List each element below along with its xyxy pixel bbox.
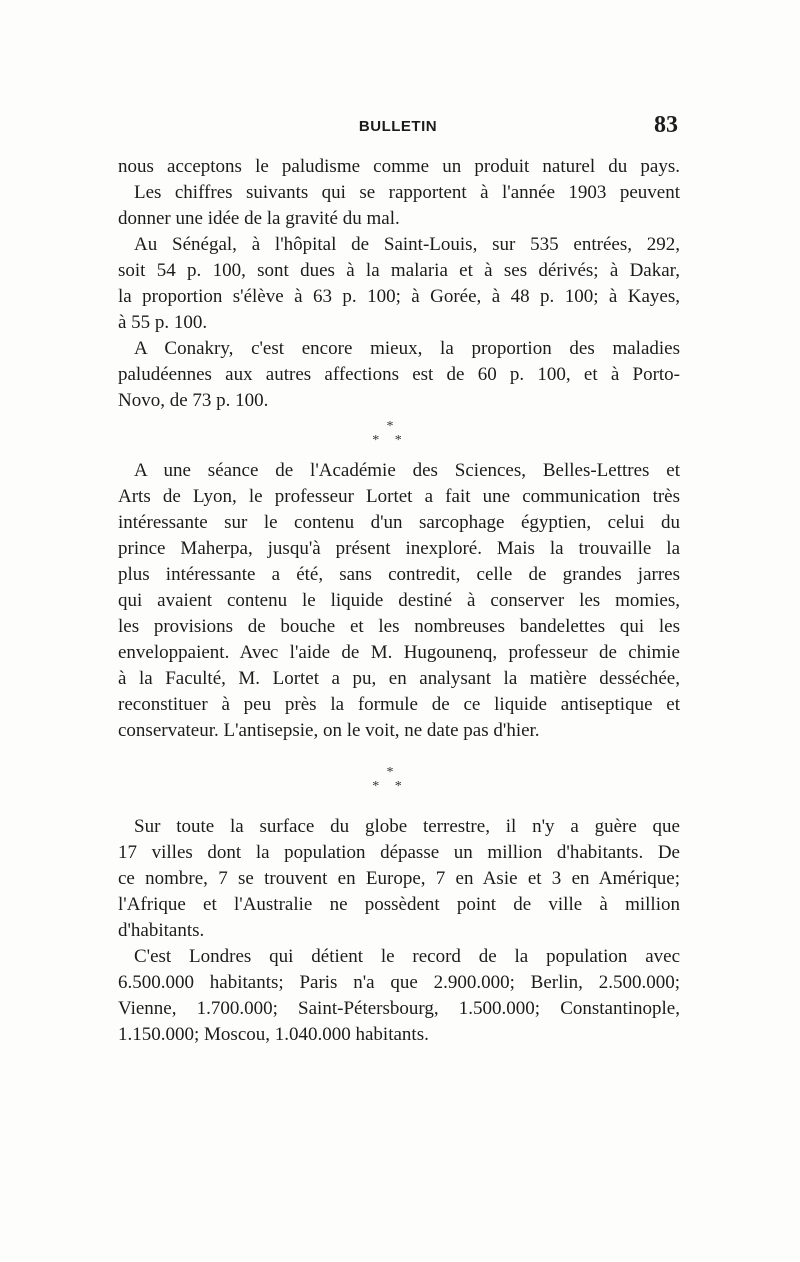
text-line: nous acceptons le paludisme comme un produit naturel du pays.	[118, 156, 680, 177]
running-head	[118, 112, 678, 142]
text-line: C'est Londres qui détient le record de la population avec	[134, 946, 680, 967]
text-line: d'habitants.	[118, 920, 205, 941]
paragraph	[118, 180, 680, 232]
text-section-malaria	[118, 154, 680, 414]
text-line: prince Maherpa, jusqu'à présent inexploré. Mais la trouvaille la	[118, 538, 680, 559]
running-title: BULLETIN	[358, 118, 438, 135]
text-line: à la Faculté, M. Lortet a pu, en analysant la matière desséchée,	[118, 668, 680, 689]
text-line: la proportion s'élève à 63 p. 100; à Gorée, à 48 p. 100; à Kayes,	[118, 286, 680, 307]
text-line: Arts de Lyon, le professeur Lortet a fait une communication très	[118, 486, 680, 507]
section-separator	[360, 420, 420, 460]
section-separator	[360, 766, 420, 806]
paragraph	[118, 154, 680, 180]
text-line: Vienne, 1.700.000; Saint-Pétersbourg, 1.500.000; Constantinople,	[118, 998, 680, 1019]
paragraph	[118, 458, 680, 744]
text-line: soit 54 p. 100, sont dues à la malaria et à ses dérivés; à Dakar,	[118, 260, 680, 281]
asterism-bottom: * *	[372, 433, 408, 448]
text-line: A une séance de l'Académie des Sciences, Belles-Lettres et	[134, 460, 680, 481]
text-line: reconstituer à peu près la formule de ce liquide antiseptique et	[118, 694, 680, 715]
text-line: ce nombre, 7 se trouvent en Europe, 7 en Asie et 3 en Amérique;	[118, 868, 680, 889]
text-section-cities	[118, 814, 680, 1048]
text-line: conservateur. L'antisepsie, on le voit, ne date pas d'hier.	[118, 720, 540, 741]
text-line: enveloppaient. Avec l'aide de M. Hugounenq, professeur de chimie	[118, 642, 680, 663]
text-line: plus intéressante a été, sans contredit, celle de grandes jarres	[118, 564, 680, 585]
text-section-sarcophagus	[118, 458, 680, 744]
text-line: donner une idée de la gravité du mal.	[118, 208, 400, 229]
paragraph	[118, 336, 680, 414]
text-line: l'Afrique et l'Australie ne possèdent point de ville à million	[118, 894, 680, 915]
text-line: 6.500.000 habitants; Paris n'a que 2.900.000; Berlin, 2.500.000;	[118, 972, 680, 993]
text-line: Novo, de 73 p. 100.	[118, 390, 269, 411]
text-line: 1.150.000; Moscou, 1.040.000 habitants.	[118, 1024, 429, 1045]
text-line: Au Sénégal, à l'hôpital de Saint-Louis, sur 535 entrées, 292,	[134, 234, 680, 255]
text-line: qui avaient contenu le liquide destiné à conserver les momies,	[118, 590, 680, 611]
text-line: 17 villes dont la population dépasse un million d'habitants. De	[118, 842, 680, 863]
text-line: à 55 p. 100.	[118, 312, 208, 333]
text-line: paludéennes aux autres affections est de 60 p. 100, et à Porto-	[118, 364, 680, 385]
text-line: intéressante sur le contenu d'un sarcophage égyptien, celui du	[118, 512, 680, 533]
paragraph	[118, 814, 680, 944]
text-line: Les chiffres suivants qui se rapportent à l'année 1903 peuvent	[134, 182, 680, 203]
text-line: A Conakry, c'est encore mieux, la proportion des maladies	[134, 338, 680, 359]
text-line: Sur toute la surface du globe terrestre, il n'y a guère que	[134, 816, 680, 837]
asterism-top: *	[386, 419, 394, 434]
asterism-bottom: * *	[372, 779, 408, 794]
text-line: les provisions de bouche et les nombreuses bandelettes qui les	[118, 616, 680, 637]
paragraph	[118, 944, 680, 1048]
page-number: 83	[654, 112, 678, 138]
asterism-top: *	[386, 765, 394, 780]
paragraph	[118, 232, 680, 336]
